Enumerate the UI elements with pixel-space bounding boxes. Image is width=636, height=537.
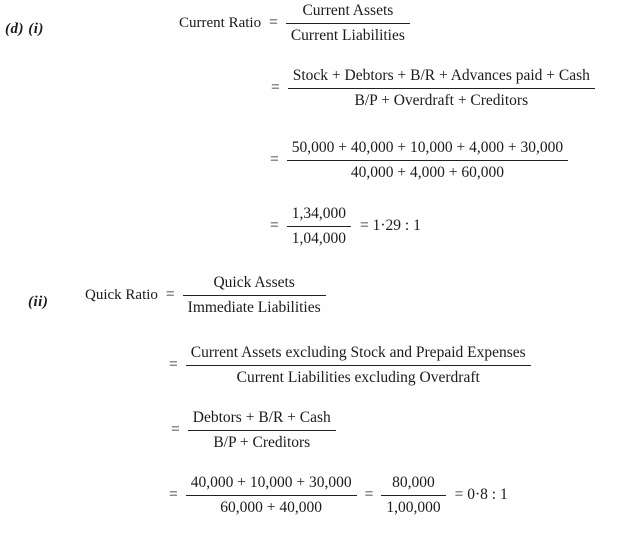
- part-label-ii: (ii): [28, 294, 49, 310]
- current-ratio-result-row: [269, 205, 421, 248]
- fraction-current-totals: [287, 205, 351, 248]
- ratio-name-current: Current Ratio: [179, 14, 262, 31]
- fraction-denominator: 1,00,000: [386, 498, 441, 516]
- part-label-d-i: (d) (i): [5, 21, 44, 37]
- fraction-denominator: B/P + Overdraft + Creditors: [354, 91, 529, 109]
- fraction-quick-components: [188, 409, 336, 452]
- fraction-numerator: Debtors + B/R + Cash: [188, 409, 336, 431]
- equals-sign: =: [171, 421, 180, 439]
- fraction-numerator: 1,34,000: [287, 205, 351, 227]
- fraction-numerator: Current Assets excluding Stock and Prepaid Expenses: [186, 344, 531, 366]
- fraction-quick-definition: [183, 274, 326, 317]
- quick-ratio-expanded-row: [168, 344, 531, 387]
- fraction-quick-totals: [381, 474, 445, 517]
- fraction-denominator: 40,000 + 4,000 + 60,000: [350, 163, 504, 181]
- equals-sign: =: [271, 79, 280, 97]
- quick-ratio-result: = 0·8 : 1: [454, 486, 508, 504]
- equals-sign: =: [270, 217, 279, 235]
- fraction-current-components: [288, 67, 595, 110]
- equals-sign: =: [169, 356, 178, 374]
- fraction-denominator: Current Liabilities: [290, 26, 405, 44]
- fraction-denominator: 60,000 + 40,000: [220, 498, 323, 516]
- equals-sign: =: [270, 151, 279, 169]
- fraction-denominator: B/P + Creditors: [213, 433, 311, 451]
- fraction-numerator: 40,000 + 10,000 + 30,000: [186, 474, 357, 496]
- fraction-numerator: Quick Assets: [183, 274, 326, 296]
- fraction-numerator: 80,000: [381, 474, 445, 496]
- fraction-quick-values: [186, 474, 357, 517]
- current-ratio-components-row: [270, 67, 595, 110]
- fraction-denominator: 1,04,000: [291, 229, 346, 247]
- fraction-quick-expanded: [186, 344, 531, 387]
- quick-ratio-result-row: [168, 474, 508, 517]
- quick-ratio-components-row: [170, 409, 336, 452]
- equals-sign: =: [165, 286, 175, 304]
- current-ratio-result: = 1·29 : 1: [360, 217, 421, 235]
- fraction-numerator: Current Assets: [286, 2, 410, 24]
- equals-sign: =: [269, 14, 278, 32]
- fraction-denominator: Immediate Liabilities: [187, 298, 321, 316]
- fraction-denominator: Current Liabilities excluding Overdraft: [236, 368, 480, 386]
- fraction-numerator: 50,000 + 40,000 + 10,000 + 4,000 + 30,000: [287, 139, 568, 161]
- current-ratio-values-row: [269, 139, 568, 182]
- current-ratio-definition-row: [179, 2, 410, 45]
- fraction-current-values: [287, 139, 568, 182]
- ratio-name-quick: Quick Ratio: [85, 286, 158, 303]
- quick-ratio-definition-row: [85, 274, 326, 317]
- equals-sign: =: [364, 486, 374, 504]
- fraction-numerator: Stock + Debtors + B/R + Advances paid + Cash: [288, 67, 595, 89]
- equals-sign: =: [169, 486, 178, 504]
- fraction-current-definition: [286, 2, 410, 45]
